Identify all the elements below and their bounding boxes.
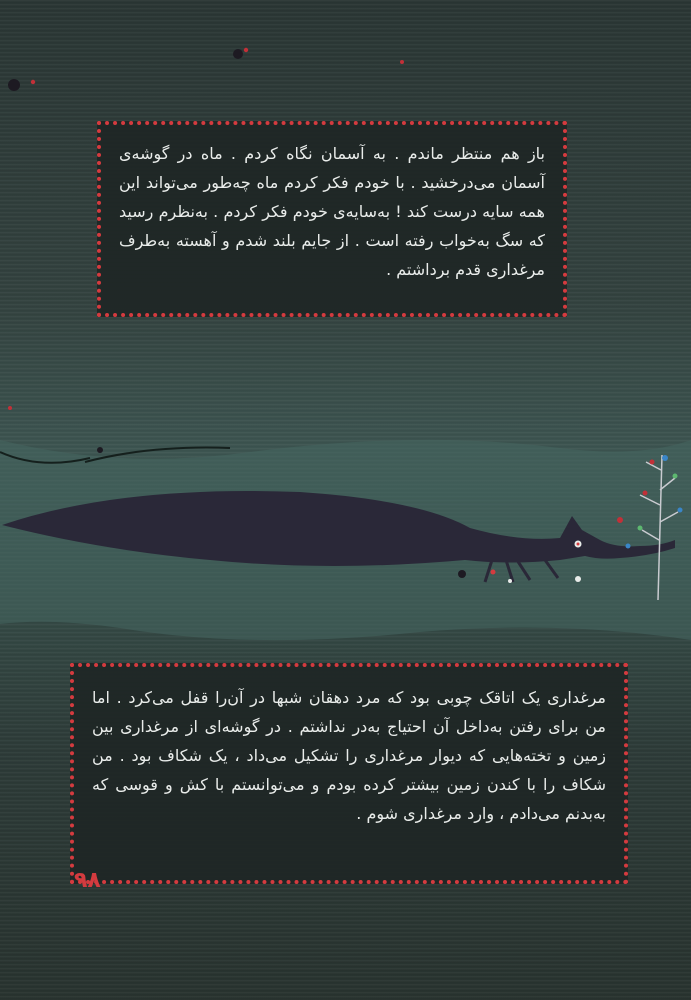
blossom xyxy=(626,544,631,549)
story-paragraph-1: باز هم منتظر ماندم . به آسمان نگاه کردم . ماه در گوشه‌ی آسمان می‌درخشید . با خودم فکر کردم ماه چه‌طور می‌تواند این همه سایه درست کند ! به‌سایه‌ی خودم فکر کردم . به‌نظرم رسید که سگ به‌خواب رفته است . از جایم بلند شدم و آهسته به‌طرف مرغداری قدم برداشتم . xyxy=(119,144,545,279)
text-box-top xyxy=(97,121,567,317)
ink-blot xyxy=(458,570,466,578)
story-paragraph-2: مرغداری یک اتاقک چوبی بود که مرد دهقان شبها در آن‌را قفل می‌کرد . اما من برای رفتن به‌داخل آن احتیاج به‌در نداشتم . در گوشه‌ای از مرغداری بین زمین و تخته‌هایی که دیوار مرغداری را تشکیل می‌داد ، یک شکاف بود . من شکاف را با کندن زمین بیشتر کرده بودم و می‌توانستم با کش و قوسی که به‌بدنم می‌دادم ، وارد مرغداری شوم . xyxy=(92,688,606,823)
ink-blot xyxy=(97,447,103,453)
ink-blot xyxy=(8,79,20,91)
blossom xyxy=(673,474,678,479)
page-number: ۹۸ xyxy=(74,868,101,893)
blossom xyxy=(678,508,683,513)
red-dot xyxy=(244,48,248,52)
fox-eye-pupil xyxy=(577,543,580,546)
ink-blot xyxy=(233,49,243,59)
red-dot xyxy=(8,406,12,410)
blossom xyxy=(617,517,623,523)
red-dot xyxy=(400,60,404,64)
blossom xyxy=(643,491,648,496)
blossom xyxy=(662,455,668,461)
text-box-bottom xyxy=(70,663,628,884)
blossom xyxy=(650,460,655,465)
red-dot xyxy=(31,80,35,84)
blossom xyxy=(638,526,643,531)
